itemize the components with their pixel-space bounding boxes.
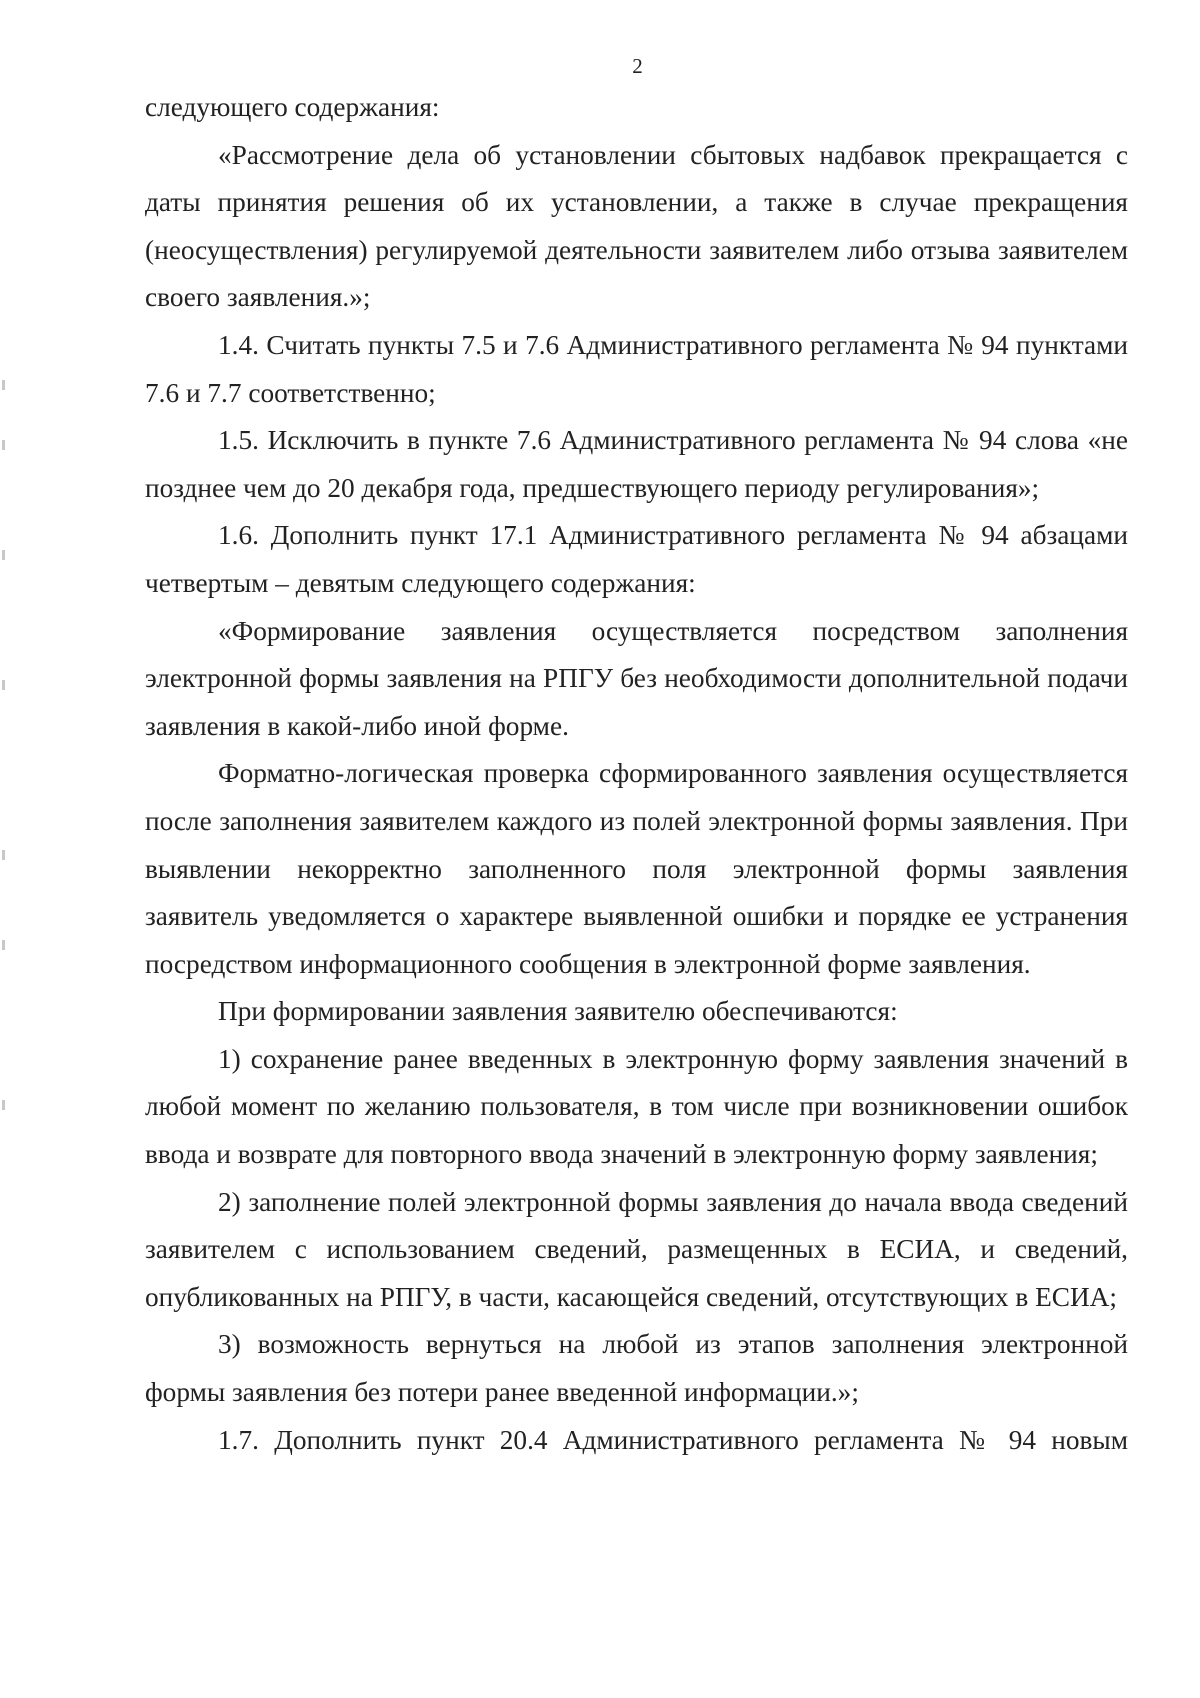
paragraph: 1.6. Дополнить пункт 17.1 Административного регламента № 94 абзацами четвертым – девятым следующего содержания:: [145, 520, 1128, 598]
paragraph: 1.5. Исключить в пункте 7.6 Административного регламента № 94 слова «не позднее чем до 20 декабря года, предшествующего периоду регулирования»;: [145, 425, 1128, 503]
document-body: [145, 84, 1128, 1464]
paragraph: Форматно-логическая проверка сформированного заявления осуществляется после заполнения заявителем каждого из полей электронной формы заявления. При выявлении некорректно заполненного поля электронной формы заявления заявитель уведомляется о характере выявленной ошибки и порядке ее устранения посредством информационного сообщения в электронной форме заявления.: [145, 758, 1128, 979]
paragraph: «Формирование заявления осуществляется посредством заполнения электронной формы заявления на РПГУ без необходимости дополнительной подачи заявления в какой-либо иной форме.: [145, 615, 1128, 741]
paragraph: 3) возможность вернуться на любой из этапов заполнения электронной формы заявления без потери ранее введенной информации.»;: [145, 1329, 1128, 1408]
scan-margin-marks: [2, 380, 6, 1200]
paragraph: 2) заполнение полей электронной формы заявления до начала ввода сведений заявителем с использованием сведений, размещенных в ЕСИА, и сведений, опубликованных на РПГУ, в части, касающейся сведений, отсутствующих в ЕСИА;: [145, 1186, 1128, 1312]
paragraph: При формировании заявления заявителю обеспечиваются:: [218, 996, 898, 1027]
paragraph: 1.7. Дополнить пункт 20.4 Административного регламента № 94 новым: [218, 1424, 1128, 1455]
paragraph: 1.4. Считать пункты 7.5 и 7.6 Административного регламента № 94 пунктами 7.6 и 7.7 соответственно;: [145, 329, 1128, 408]
paragraph: 1) сохранение ранее введенных в электронную форму заявления значений в любой момент по желанию пользователя, в том числе при возникновении ошибок ввода и возврате для повторного ввода значений в электронную форму заявления;: [145, 1043, 1128, 1170]
paragraph: «Рассмотрение дела об установлении сбытовых надбавок прекращается с даты принятия решения об их установлении, а также в случае прекращения (неосуществления) регулируемой деятельности заявителем либо отзыва заявителем своего заявления.»;: [145, 139, 1128, 313]
paragraph: следующего содержания:: [145, 92, 440, 122]
page-number: 2: [632, 54, 643, 78]
